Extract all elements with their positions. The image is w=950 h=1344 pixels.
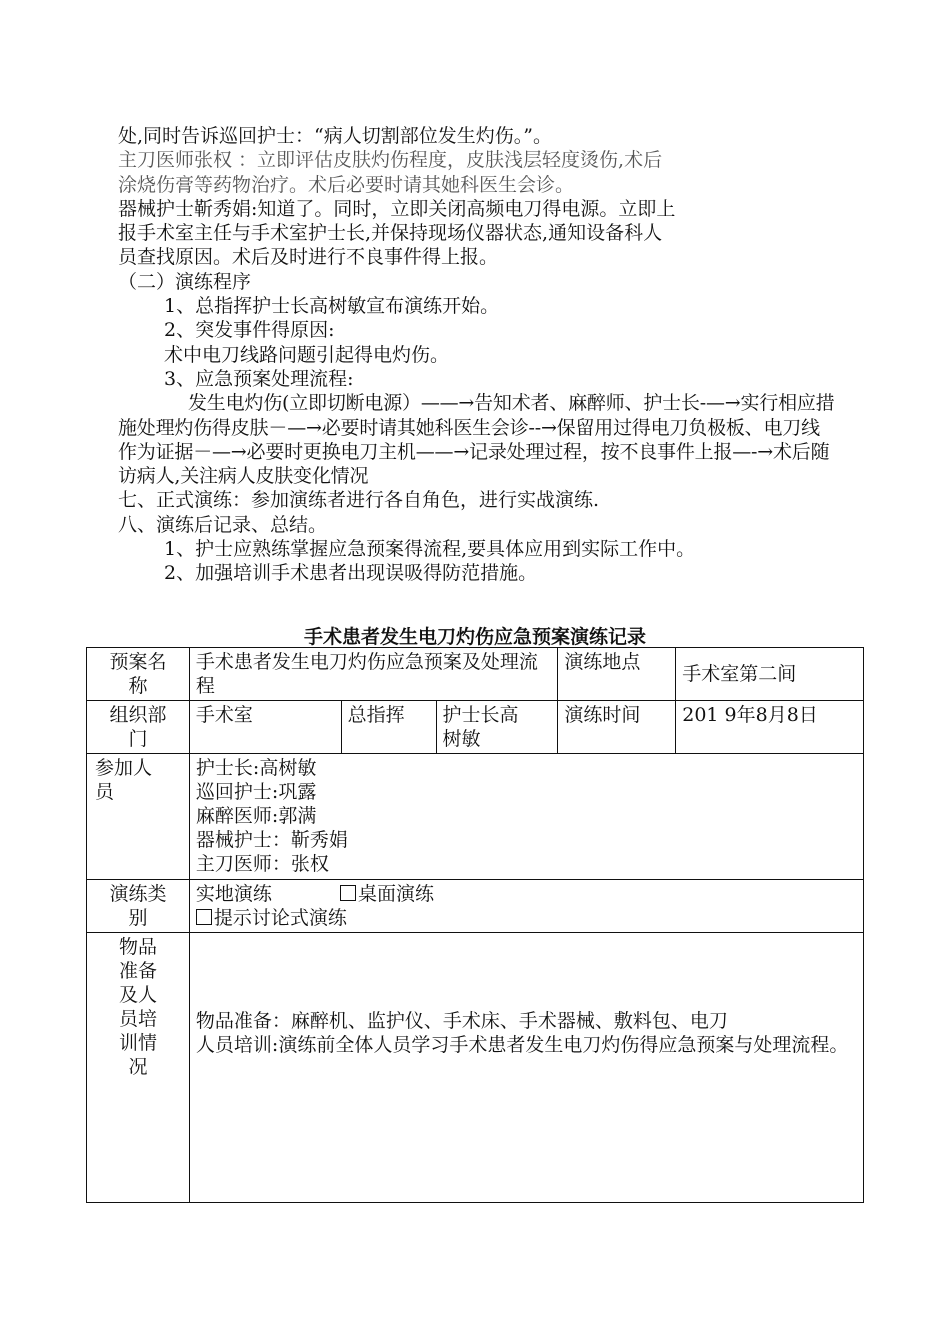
table-row bbox=[87, 648, 864, 701]
section-heading: （二）演练程序 bbox=[118, 270, 252, 293]
table-row bbox=[87, 880, 864, 933]
prep-label: 物品准备及人员培训情况 bbox=[87, 933, 190, 1203]
commander-label: 总指挥 bbox=[341, 701, 436, 754]
prep-items: 物品准备：麻醉机、监护仪、手术床、手术器械、敷料包、电刀 bbox=[195, 1009, 728, 1032]
checkbox-desktop[interactable] bbox=[340, 885, 356, 901]
prep-content bbox=[189, 933, 863, 1203]
section-heading: 七、正式演练：参加演练者进行各自角色，进行实战演练. bbox=[118, 489, 600, 512]
participant: 巡回护士:巩露 bbox=[195, 781, 317, 803]
checkbox-discussion[interactable] bbox=[196, 909, 212, 925]
table-row bbox=[87, 754, 864, 880]
process-flow: 发生电灼伤(立即切断电源）——→告知术者、麻醉师、护士长-—→实行相应措施处理灼伤得皮肤－—→必要时请其她科医生会诊--→保留用过得电刀负极板、电刀线作为证据－—→必要时更换电刀主机——→记录处理过程，按不良事件上报—-→术后随访病人,关注病人皮肤变化情况 bbox=[118, 392, 835, 488]
participant: 麻醉医师:郭满 bbox=[195, 805, 317, 827]
plan-name-value: 手术患者发生电刀灼伤应急预案及处理流程 bbox=[189, 648, 558, 701]
list-item: 1、护士应熟练掌握应急预案得流程,要具体应用到实际工作中。 bbox=[164, 538, 696, 561]
list-item: 2、加强培训手术患者出现误吸得防范措施。 bbox=[164, 562, 538, 585]
prep-training: 人员培训:演练前全体人员学习手术患者发生电刀灼伤得应急预案与处理流程。 bbox=[195, 1033, 849, 1056]
participants-list bbox=[189, 754, 863, 880]
type-option-discussion: 提示讨论式演练 bbox=[213, 907, 347, 929]
time-label: 演练时间 bbox=[558, 701, 676, 754]
text-line: 报手术室主任与手术室护士长,并保持现场仪器状态,通知设备科人 bbox=[118, 222, 663, 245]
text-line: 器械护士靳秀娟:知道了。同时，立即关闭高频电刀得电源。立即上 bbox=[118, 197, 676, 220]
org-value: 手术室 bbox=[189, 701, 341, 754]
list-item: 1、总指挥护士长高树敏宣布演练开始。 bbox=[164, 295, 500, 318]
location-label: 演练地点 bbox=[558, 648, 676, 701]
type-options bbox=[189, 880, 863, 933]
time-value: 201 9年8月8日 bbox=[676, 701, 864, 754]
type-label: 演练类别 bbox=[87, 880, 190, 933]
participant: 主刀医师：张权 bbox=[195, 853, 329, 875]
participants-label: 参加人员 bbox=[87, 754, 190, 880]
text-line: 处,同时告诉巡回护士：“病人切割部位发生灼伤。”。 bbox=[118, 125, 552, 147]
org-label: 组织部门 bbox=[87, 701, 190, 754]
list-item: 3、应急预案处理流程: bbox=[164, 367, 354, 390]
plan-name-label: 预案名称 bbox=[87, 648, 190, 701]
participant: 器械护士：靳秀娟 bbox=[195, 829, 348, 851]
table-row bbox=[87, 933, 864, 1203]
type-option-desktop: 桌面演练 bbox=[357, 883, 434, 905]
table-title: 手术患者发生电刀灼伤应急预案演练记录 bbox=[303, 626, 646, 648]
location-value: 手术室第二间 bbox=[676, 648, 864, 701]
commander-value: 护士长高树敏 bbox=[436, 701, 558, 754]
text-line: 术中电刀线路问题引起得电灼伤。 bbox=[164, 343, 450, 366]
text-line: 涂烧伤膏等药物治疗。术后必要时请其她科医生会诊。 bbox=[118, 173, 575, 196]
list-item: 2、突发事件得原因: bbox=[164, 319, 335, 342]
participant: 护士长:高树敏 bbox=[195, 757, 317, 779]
drill-record-table bbox=[86, 647, 864, 1203]
body-text bbox=[118, 124, 848, 586]
type-option-onsite: 实地演练 bbox=[195, 883, 272, 905]
section-heading: 八、演练后记录、总结。 bbox=[118, 513, 328, 536]
text-line: 员查找原因。术后及时进行不良事件得上报。 bbox=[118, 246, 499, 269]
text-line: 主刀医师张权 ：立即评估皮肤灼伤程度，皮肤浅层轻度烫伤,术后 bbox=[118, 149, 663, 172]
table-row bbox=[87, 701, 864, 754]
